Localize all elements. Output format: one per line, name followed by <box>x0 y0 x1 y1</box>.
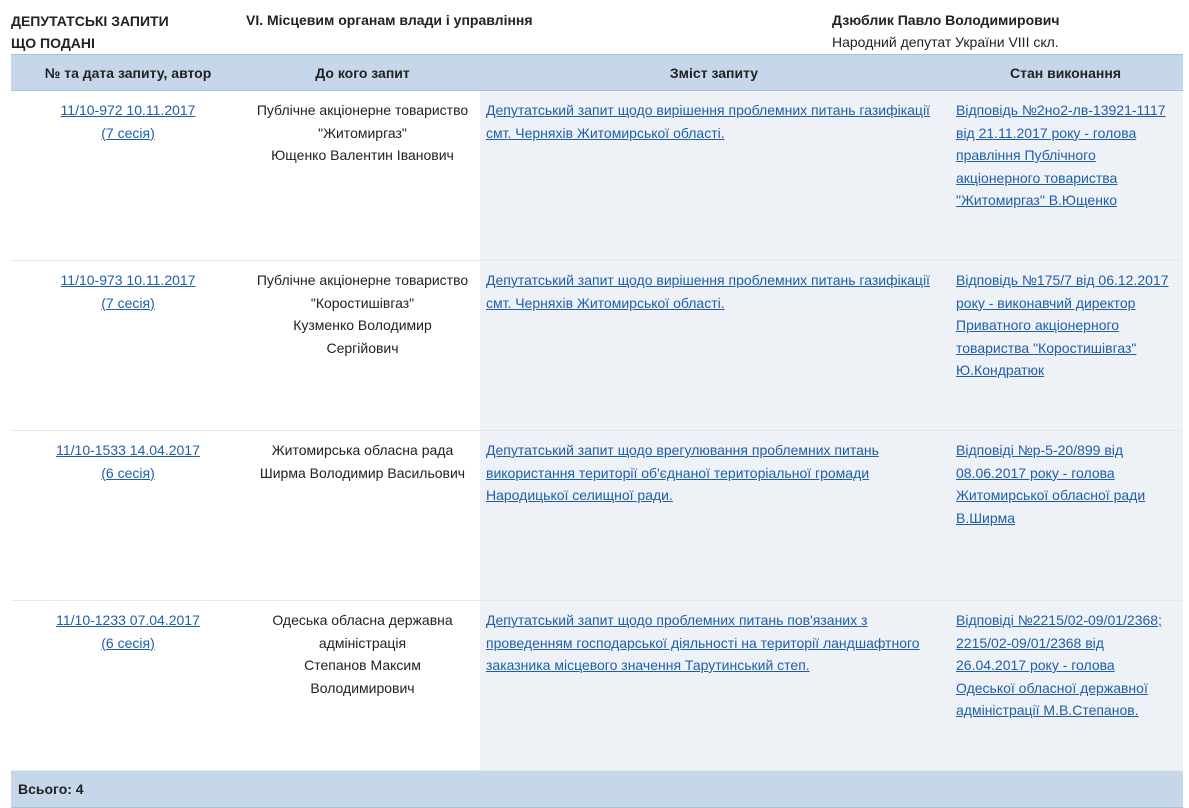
column-header-number: № та дата запиту, автор <box>11 55 245 91</box>
response-status-link[interactable]: Відповіді №2215/02-09/01/2368; 2215/02-09/01/2368 від 26.04.2017 року - голова Одеської обласної державної адміністрації М.В.Степанов. <box>956 612 1162 718</box>
table-header-row <box>11 55 1183 91</box>
response-status-link[interactable]: Відповіді №р-5-20/899 від 08.06.2017 року - голова Житомирської обласної ради В.Ширма <box>956 442 1146 526</box>
request-content-link[interactable]: Депутатський запит щодо вирішення проблемних питань газифікації смт. Черняхів Житомирської області. <box>486 272 930 311</box>
cell-number-date <box>11 431 245 601</box>
response-status-link[interactable]: Відповідь №175/7 від 06.12.2017 року - виконавчий директор Приватного акціонерного товариства "Коростишівгаз" Ю.Кондратюк <box>956 272 1169 378</box>
addressee-line: Публічне акціонерне товариство <box>256 102 469 118</box>
request-number-date: 11/10-1533 14.04.2017 <box>56 442 200 458</box>
cell-addressee <box>245 431 480 601</box>
table-row <box>11 261 1183 431</box>
request-session: (7 сесія) <box>101 294 155 311</box>
addressee-line: Володимирович <box>310 679 415 696</box>
addressee-line: Кузменко Володимир <box>293 317 432 333</box>
table-row <box>11 431 1183 601</box>
addressee-line: "Коростишівгаз" <box>310 294 415 311</box>
addressee-line: Степанов Максим <box>304 657 421 673</box>
request-content-link[interactable]: Депутатський запит щодо вирішення проблемних питань газифікації смт. Черняхів Житомирської області. <box>486 102 930 141</box>
request-number-link[interactable] <box>15 609 241 654</box>
cell-number-date <box>11 261 245 431</box>
addressee-line: адміністрація <box>318 634 407 651</box>
addressee-line: Ширма Володимир Васильович <box>259 464 466 481</box>
deputy-title: Народний депутат України VIII скл. <box>832 34 1059 50</box>
cell-status <box>948 261 1183 431</box>
request-number-date: 11/10-1233 07.04.2017 <box>56 612 200 628</box>
request-number-link[interactable] <box>15 99 241 144</box>
addressee-line: "Житомиргаз" <box>318 124 407 141</box>
page-title-line2: ЩО ПОДАНІ <box>11 35 95 51</box>
table-footer-row <box>11 771 1183 808</box>
request-number-date: 11/10-973 10.11.2017 <box>60 272 196 288</box>
cell-content <box>480 601 948 771</box>
cell-addressee <box>245 601 480 771</box>
cell-number-date <box>11 91 245 261</box>
column-header-content: Зміст запиту <box>480 55 948 91</box>
cell-content <box>480 261 948 431</box>
cell-status <box>948 431 1183 601</box>
request-session: (6 сесія) <box>101 634 155 651</box>
request-number-link[interactable] <box>15 439 241 484</box>
page-header <box>0 0 1189 54</box>
cell-content <box>480 431 948 601</box>
column-header-status: Стан виконання <box>948 55 1183 91</box>
deputy-name: Дзюблик Павло Володимирович <box>832 12 1060 28</box>
table-row <box>11 601 1183 771</box>
total-count: Всього: 4 <box>11 771 1183 808</box>
addressee-line: Ющенко Валентин Іванович <box>271 147 454 163</box>
cell-number-date <box>11 601 245 771</box>
requests-table <box>11 54 1183 808</box>
cell-status <box>948 601 1183 771</box>
cell-content <box>480 91 948 261</box>
request-session: (6 сесія) <box>101 464 155 481</box>
addressee-line: Житомирська обласна рада <box>271 442 454 458</box>
request-number-link[interactable] <box>15 269 241 314</box>
addressee-line: Сергійович <box>326 339 399 356</box>
addressee-line: Одеська обласна державна <box>272 612 453 628</box>
request-session: (7 сесія) <box>101 124 155 141</box>
response-status-link[interactable]: Відповідь №2но2-лв-13921-1117 від 21.11.2017 року - голова правління Публічного акціонерного товариства "Житомиргаз" В.Ющенко <box>956 102 1166 208</box>
section-title: VI. Місцевим органам влади і управління <box>246 12 533 28</box>
request-content-link[interactable]: Депутатський запит щодо проблемних питань пов'язаних з проведенням господарської діяльності на території ландшафтного заказника місцевого значення Тарутинський степ. <box>486 612 920 673</box>
cell-status <box>948 91 1183 261</box>
page-title <box>11 10 211 54</box>
cell-addressee <box>245 261 480 431</box>
request-number-date: 11/10-972 10.11.2017 <box>60 102 196 118</box>
cell-addressee <box>245 91 480 261</box>
page-title-line1: ДЕПУТАТСЬКІ ЗАПИТИ <box>11 13 169 29</box>
request-content-link[interactable]: Депутатський запит щодо врегулювання проблемних питань використання території об'єднаної територіальної громади Народицької селищної ради. <box>486 442 879 503</box>
table-row <box>11 91 1183 261</box>
column-header-addressee: До кого запит <box>245 55 480 91</box>
addressee-line: Публічне акціонерне товариство <box>256 272 469 288</box>
